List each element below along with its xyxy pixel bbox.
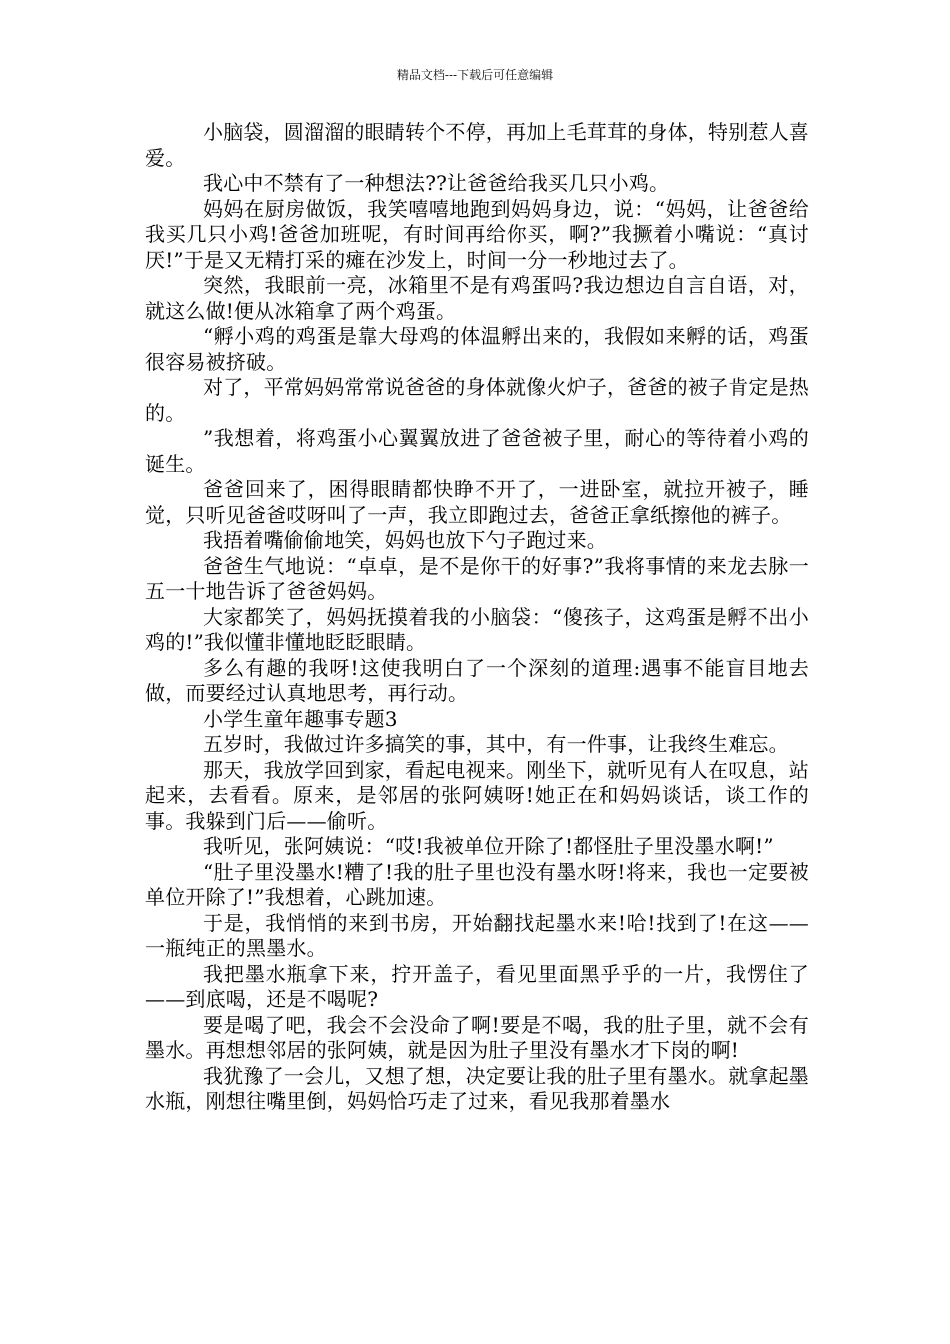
paragraph: “肚子里没墨水!糟了!我的肚子里也没有墨水呀!将来，我也一定要被单位开除了!”我想着，心跳加速。 xyxy=(145,859,809,909)
document-body xyxy=(145,120,809,1115)
paragraph: 小脑袋，圆溜溜的眼睛转个不停，再加上毛茸茸的身体，特别惹人喜爱。 xyxy=(145,120,809,170)
paragraph: 爸爸回来了，困得眼睛都快睁不开了，一进卧室，就拉开被子，睡觉，只听见爸爸哎呀叫了一声，我立即跑过去，爸爸正拿纸擦他的裤子。 xyxy=(145,477,809,527)
paragraph: 那天，我放学回到家，看起电视来。刚坐下，就听见有人在叹息，站起来，去看看。原来，是邻居的张阿姨呀!她正在和妈妈谈话，谈工作的事。我躲到门后——偷听。 xyxy=(145,757,809,833)
section-heading: 小学生童年趣事专题3 xyxy=(203,706,398,731)
paragraph: 对了，平常妈妈常常说爸爸的身体就像火炉子，爸爸的被子肯定是热的。 xyxy=(145,375,809,425)
paragraph: 我把墨水瓶拿下来，拧开盖子，看见里面黑乎乎的一片，我愣住了——到底喝，还是不喝呢? xyxy=(145,961,809,1011)
paragraph: “孵小鸡的鸡蛋是靠大母鸡的体温孵出来的，我假如来孵的话，鸡蛋很容易被挤破。 xyxy=(145,324,809,374)
paragraph: 五岁时，我做过许多搞笑的事，其中，有一件事，让我终生难忘。 xyxy=(203,732,789,756)
page-header: 精品文档---下载后可任意编辑 xyxy=(396,68,554,82)
paragraph: 妈妈在厨房做饭，我笑嘻嘻地跑到妈妈身边，说：“妈妈，让爸爸给我买几只小鸡!爸爸加班呢，有时间再给你买，啊?”我撅着小嘴说：“真讨厌!”于是又无精打采的瘫在沙发上，时间一分一秒地过去了。 xyxy=(145,196,809,272)
paragraph: 大家都笑了，妈妈抚摸着我的小脑袋：“傻孩子，这鸡蛋是孵不出小鸡的!”我似懂非懂地眨眨眼睛。 xyxy=(145,604,809,654)
paragraph: 多么有趣的我呀!这使我明白了一个深刻的道理:遇事不能盲目地去做，而要经过认真地思考，再行动。 xyxy=(145,655,809,705)
paragraph: 我犹豫了一会儿，又想了想，决定要让我的肚子里有墨水。就拿起墨水瓶，刚想往嘴里倒，妈妈恰巧走了过来，看见我那着墨水 xyxy=(145,1063,809,1113)
paragraph: 突然，我眼前一亮，冰箱里不是有鸡蛋吗?我边想边自言自语，对，就这么做!便从冰箱拿了两个鸡蛋。 xyxy=(145,273,809,323)
paragraph: 我心中不禁有了一种想法??让爸爸给我买几只小鸡。 xyxy=(203,171,670,195)
paragraph: 我听见，张阿姨说：“哎!我被单位开除了!都怪肚子里没墨水啊!” xyxy=(203,834,774,858)
paragraph: ”我想着，将鸡蛋小心翼翼放进了爸爸被子里，耐心的等待着小鸡的诞生。 xyxy=(145,426,809,476)
paragraph: 爸爸生气地说：“卓卓，是不是你干的好事?”我将事情的来龙去脉一五一十地告诉了爸爸妈妈。 xyxy=(145,553,809,603)
paragraph: 要是喝了吧，我会不会没命了啊!要是不喝，我的肚子里，就不会有墨水。再想想邻居的张阿姨，就是因为肚子里没有墨水才下岗的啊! xyxy=(145,1012,809,1062)
paragraph: 于是，我悄悄的来到书房，开始翻找起墨水来!哈!找到了!在这——一瓶纯正的黑墨水。 xyxy=(145,910,809,960)
paragraph: 我捂着嘴偷偷地笑，妈妈也放下勺子跑过来。 xyxy=(203,528,607,552)
